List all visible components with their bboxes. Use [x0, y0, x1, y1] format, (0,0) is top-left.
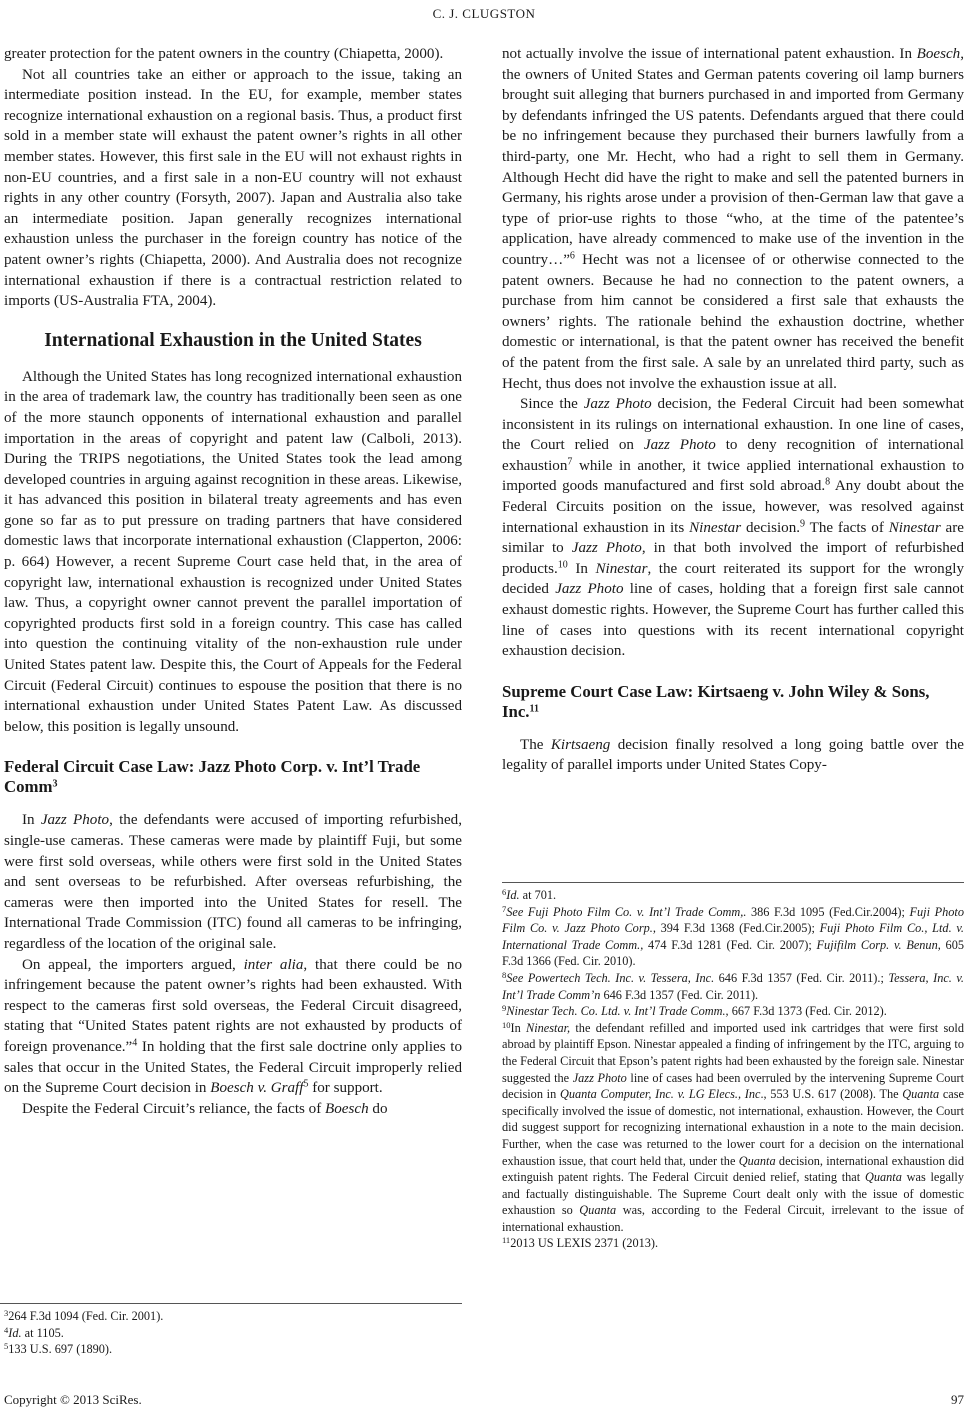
footnote-ref: 6 [569, 250, 575, 262]
text: Hecht was not a licensee of or otherwise connected to the patent owners. Because he had no connection to the patent owners, a purchase from him cannot be considered a first sale that exhausts the owners’ rights. The rationale behind the exhaustion doctrine, whether domestic or international, is that the patent owner has received the benefit of the patent from the first sale. A sale by an unrelated third party, such as Hecht, thus does not involve the exhaustion issue at all. [502, 251, 964, 392]
footnote-number: 9 [502, 1002, 507, 1013]
footnote-ref: 11 [529, 703, 539, 715]
text: On appeal, the importers argued, [22, 956, 244, 973]
case-name: Ninestar [888, 519, 941, 536]
text: , the defendants were accused of importing refurbished, single-use cameras. These cameras were made by plaintiff Fuji, but some were first sold overseas, while others were first sold in the United States and sent overseas to be refurbished. After overseas refurbishing, the cameras were then imported into the United States for resell. The International Trade Commission (ITC) found all cameras to be infringing, regardless of the location of the original sale. [4, 812, 462, 952]
page-number: 97 [951, 1392, 964, 1407]
footnote-text: the defendant refilled and imported used ink cartridges that were first sold abroad by plaintiff Epson. Ninestar appealed a finding of infringement by the ITC, arguing to the Federal Circuit that Epson’s patent rights had been exhausted by the foreign sale. Ninestar suggested the [502, 1020, 964, 1085]
text: In holding that the first sale doctrine only applies to sales that occur in the United States, the Federal Circuit improperly relied on the Supreme Court decision in [4, 1038, 463, 1097]
footnote-text: 394 F.3d 1368 (Fed.Cir.2005); [655, 921, 820, 936]
paragraph [502, 44, 964, 394]
text: not actually involve the issue of international patent exhaustion. In [502, 46, 917, 62]
text: decision, the Federal Circuit had been somewhat inconsistent in its rulings on international exhaustion. In one line of cases, the Court relied on [502, 396, 964, 454]
footnote-ref: 4 [132, 1037, 138, 1049]
footnote-text: at 1105. [21, 1325, 64, 1340]
paragraph [4, 955, 462, 1099]
text: decision. [741, 519, 801, 536]
paragraph: Not all countries take an either or approach to the issue, taking an intermediate position instead. In the EU, for example, member states recognize international exhaustion on a regional basis. Thus, a product first sold in a member state will exhaust the patent owner’s rights in all other member states. However, this first sale in the EU will not exhaust rights in non-EU countries, and a first sale in a non-EU country will not exhaust rights in any other country (Forsyth, 2007). Japan and Australia also take an intermediate position. Japan generally recognizes international exhaustion unless the purchaser in the foreign country has notice of the patent owner’s rights (Chiapetta, 2000). And Australia does not recognize international exhaustion if there is a contractual restriction related to imports (US-Australia FTA, 2004). [4, 66, 462, 310]
case-name: Jazz Photo [572, 1070, 627, 1085]
text: do [368, 1100, 388, 1117]
footnote-text: decision, international exhaustion did extinguish patent rights. The Federal Circuit denied relief, stating that [502, 1153, 964, 1185]
footnote [502, 1020, 964, 1236]
footnotes-left [0, 1303, 462, 1358]
copyright-notice: Copyright © 2013 SciRes. [4, 1392, 142, 1407]
footnote-number: 6 [502, 886, 507, 897]
footnote-ref: 5 [303, 1078, 309, 1090]
case-name: Quanta [579, 1203, 617, 1218]
case-name: Jazz Photo [40, 812, 110, 829]
case-name: Ninestar, [526, 1020, 571, 1035]
footnote-ref: 10 [557, 559, 568, 571]
footnote-number: 3 [4, 1307, 9, 1318]
text: line of cases, holding that a foreign first sale cannot exhaust domestic rights. However, the Supreme Court has further called this line of cases into questions with its recent international copyright exhaustion decision. [502, 581, 964, 660]
text: while in another, it twice applied international exhaustion to imported goods manufactured and first sold abroad. [502, 457, 964, 495]
footnote-number: 8 [502, 969, 507, 980]
footnote [0, 1341, 462, 1358]
footnote [502, 904, 964, 970]
text: The [520, 736, 551, 753]
footnote-text: Id. [506, 888, 520, 902]
section-heading: International Exhaustion in the United States [44, 329, 422, 351]
footnote [502, 887, 964, 904]
case-name: Fuji Photo Film Co. v. Jazz Photo Corp., [502, 904, 964, 936]
case-name: Quanta [864, 1170, 902, 1185]
left-column [4, 44, 462, 1119]
footnote-number: 7 [502, 903, 507, 914]
subsection-heading [4, 757, 462, 797]
text: , the owners of United States and German patents covering oil lamp burners brought suit alleging that burners purchased in and imported from Germany by defendants infringed the US patents. Defendants argued that there could be no infringement because they purchased their burners lawfully from a third-party, one Mr. Hecht, who had a right to sell them in Germany. Although Hecht did have the right to make and sell the patented burners in Germany, his rights arose under a provision of then-German law that gave a type of prior-use rights to those “who, at the time of the patentee’s application, have already commenced to make use of the invention in the country…” [502, 46, 964, 268]
text: , the court reiterated its support for the wrongly decided [502, 560, 964, 598]
text: to deny recognition of international exhaustion [502, 437, 964, 474]
case-name: Boesch [325, 1100, 369, 1117]
case-name: See Powertech Tech. Inc. v. Tessera, Inc. [506, 970, 715, 985]
case-name: Tessera, Inc. v. Int’l Trade Comm’n [502, 970, 964, 1002]
footnote-number: 10 [502, 1019, 511, 1030]
footnote-ref: 7 [567, 456, 573, 468]
footnote-text: line of cases had been overruled by the intervening Supreme Court decision in [502, 1070, 964, 1102]
right-column [502, 44, 964, 776]
footnote-text: 133 U.S. 697 (1890). [8, 1342, 113, 1357]
paragraph [502, 394, 964, 662]
case-name: Quanta Computer, Inc. v. LG Elecs., Inc [559, 1087, 761, 1102]
paragraph [4, 810, 462, 954]
latin-phrase: inter alia [243, 956, 304, 973]
paragraph: Although the United States has long recognized international exhaustion in the area of trademark law, the country has traditionally been seen as one of the more staunch opponents of international exhaustion and parallel importation in the areas of copyright and patent law (Calboli, 2013). During the TRIPS negotiations, the United States took the lead among developed countries in arguing against recognition in these areas. Likewise, it has advanced this position in bilateral treaty agreements and has even gone so far as to put pressure on trading partners that have considered domestic laws that incorporate international exhaustion (Clapperton, 2006: p. 664) However, a recent Supreme Court case held that, in the area of copyright law, international exhaustion is recognized under United States law. Thus, a copyright owner cannot prevent the parallel importation of copyrighted products first sold in a foreign country. This case has called into question the continuing vitality of the non-exhaustion rule under United States patent law. Despite this, the Court of Appeals for the Federal Circuit (Federal Circuit) continues to espouse the position that there is no international exhaustion under United States Patent Law. As discussed below, this position is legally unsound. [4, 368, 462, 735]
case-name: Jazz Photo [643, 437, 716, 454]
case-name: Quanta [902, 1087, 940, 1102]
footnote [0, 1325, 462, 1342]
case-name: Jazz Photo [555, 581, 624, 598]
footnote-text: See [506, 904, 524, 919]
footnote-text: at 701. [519, 888, 557, 902]
case-name: Ninestar [689, 519, 742, 536]
text: In [22, 812, 41, 829]
text: Since the [520, 396, 584, 413]
footnote-number: 5 [4, 1340, 9, 1351]
text: are similar to [502, 519, 964, 557]
text: , in that both involved the import of refurbished products. [502, 540, 964, 577]
footnote-text: 386 F.3d 1095 (Fed.Cir.2004); [746, 904, 910, 919]
footnote-text: 264 F.3d 1094 (Fed. Cir. 2001). [8, 1309, 164, 1323]
footnote-text: 2013 US LEXIS 2371 (2013). [510, 1236, 659, 1251]
case-name: Fujifilm Corp. v. Benun, [816, 937, 941, 952]
footnote-text: 667 F.3d 1373 (Fed. Cir. 2012). [728, 1004, 887, 1019]
paragraph [502, 735, 964, 776]
case-name: Fuji Photo Film Co. v. Int’l Trade Comm,. [523, 904, 747, 919]
case-name: Jazz Photo [571, 540, 642, 557]
text: Any doubt about the Federal Circuits position on the issue, however, was resolved against international exhaustion in its [502, 478, 964, 536]
footnote-number: 11 [502, 1235, 511, 1246]
case-name: Jazz Photo [583, 396, 652, 413]
footnote-number: 4 [4, 1324, 9, 1335]
case-name: Kirtsaeng [550, 736, 611, 753]
footnote-text: 646 F.3d 1357 (Fed. Cir. 2011). [600, 987, 759, 1002]
footnote [502, 1003, 964, 1020]
subsection-heading-text: Federal Circuit Case Law: Jazz Photo Corp. v. Int’l Trade Comm [4, 757, 421, 797]
footnote-text: Id. [8, 1325, 22, 1340]
footnote-text: 605 F.3d 1366 (Fed. Cir. 2010). [502, 937, 964, 969]
text: Despite the Federal Circuit’s reliance, the facts of [22, 1100, 326, 1117]
case-name: Ninestar [595, 560, 648, 577]
footnote-text: was legally and factually distinguishable. The Supreme Court dealt only with the issue of domestic exhaustion so [502, 1170, 964, 1218]
footnote-text: 646 F.3d 1357 (Fed. Cir. 2011).; [714, 970, 889, 985]
text: The facts of [805, 519, 889, 536]
running-header: C. J. CLUGSTON [432, 6, 536, 21]
subsection-heading [502, 682, 964, 722]
footnote [502, 970, 964, 1003]
footnote-text: case specifically involved the issue of domestic, not international, exhaustion. However, the Court did suggest support for recognizing international exhaustion in a note to the main decision. Further, when the case was returned to the lower court for a decision on the international exhaustion issue, that court held that, under the [502, 1087, 965, 1168]
footnote-ref: 3 [52, 778, 58, 790]
text: decision finally resolved a long going battle over the legality of parallel imports under United States Copy- [502, 736, 964, 774]
footnote-text: ., 553 U.S. 617 (2008). The [760, 1087, 903, 1102]
footnote [502, 1235, 964, 1252]
subsection-heading-text: Supreme Court Case Law: Kirtsaeng v. John Wiley & Sons, Inc. [502, 681, 930, 721]
text: , that there could be no infringement because the patent owner’s rights had been exhausted. With respect to the cameras first sold overseas, the Federal Circuit disagreed, stating that “United States patent rights are not exhausted by products of foreign provenance.” [4, 956, 462, 1055]
case-name: Boesch [916, 46, 961, 62]
text: In [567, 560, 596, 577]
case-name: Boesch v. Graff [210, 1080, 304, 1097]
footnotes-right [502, 882, 964, 1252]
case-name: Quanta [738, 1153, 776, 1168]
footnote-text: In [510, 1020, 527, 1035]
case-name: Fuji Photo Film Co., Ltd. v. International Trade Comm., [502, 921, 964, 952]
paragraph [4, 1099, 462, 1120]
footnote-text: 474 F.3d 1281 (Fed. Cir. 2007); [643, 937, 817, 952]
paragraph: greater protection for the patent owners in the country (Chiapetta, 2000). [4, 46, 444, 62]
page-footer [4, 1392, 964, 1408]
footnote-ref: 8 [825, 476, 831, 488]
case-name: Ninestar Tech. Co. Ltd. v. Int’l Trade Comm., [506, 1004, 729, 1019]
footnote-text: was, according to the Federal Circuit, irrelevant to the issue of international exhaustion. [502, 1203, 965, 1234]
footnote-ref: 9 [800, 518, 806, 530]
text: for support. [308, 1080, 383, 1097]
footnote [0, 1308, 462, 1325]
